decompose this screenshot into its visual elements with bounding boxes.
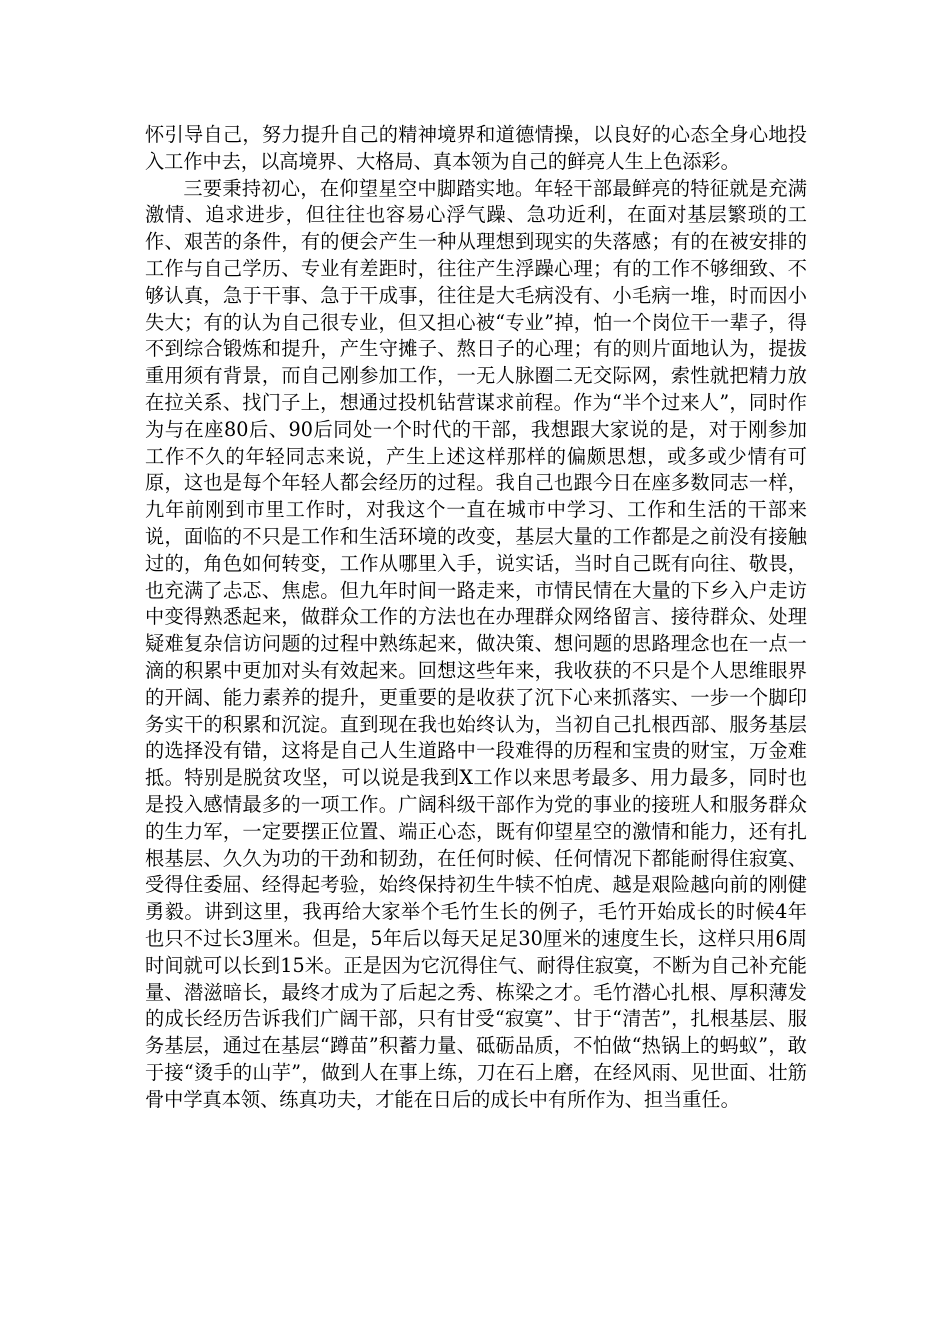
paragraph-three-requirements: 三要秉持初心，在仰望星空中脚踏实地。年轻干部最鲜亮的特征就是充满激情、追求进步，但往往也容易心浮气躁、急功近利，在面对基层繁琐的工作、艰苦的条件，有的便会产生一种从理想到现实的失落感；有的在被安排的工作与自己学历、专业有差距时，往往产生浮躁心理；有的工作不够细致、不够认真，急于干事、急于干成事，往往是大毛病没有、小毛病一堆，时而因小失大；有的认为自己很专业，但又担心被“专业”掉，怕一个岗位干一辈子，得不到综合锻炼和提升，产生守摊子、熬日子的心理；有的则片面地认为，提拔重用须有背景，而自己刚参加工作，一无人脉圈二无交际网，索性就把精力放在拉关系、找门子上，想通过投机钻营谋求前程。作为“半个过来人”，同时作为与在座80后、90后同处一个时代的干部，我想跟大家说的是，对于刚参加工作不久的年轻同志来说，产生上述这样那样的偏颇思想，或多或少情有可原，这也是每个年轻人都会经历的过程。我自己也跟今日在座多数同志一样，九年前刚到市里工作时，对我这个一直在城市中学习、工作和生活的干部来说，面临的不只是工作和生活环境的改变，基层大量的工作都是之前没有接触过的，角色如何转变，工作从哪里入手，说实话，当时自己既有向往、敬畏，也充满了忐忑、焦虑。但九年时间一路走来，市情民情在大量的下乡入户走访中变得熟悉起来，做群众工作的方法也在办理群众网络留言、接待群众、处理疑难复杂信访问题的过程中熟练起来，做决策、想问题的思路理念也在一点一滴的积累中更加对头有效起来。回想这些年来，我收获的不只是个人思维眼界的开阔、能力素养的提升，更重要的是收获了沉下心来抓落实、一步一个脚印务实干的积累和沉淀。直到现在我也始终认为，当初自己扎根西部、服务基层的选择没有错，这将是自己人生道路中一段难得的历程和宝贵的财宝，万金难抵。特别是脱贫攻坚，可以说是我到X工作以来思考最多、用力最多，同时也是投入感情最多的一项工作。广阔科级干部作为党的事业的接班人和服务群众的生力军，一定要摆正位置、端正心态，既有仰望星空的激情和能力，还有扎根基层、久久为功的干劲和韧劲，在任何时候、任何情况下都能耐得住寂寞、受得住委屈、经得起考验，始终保持初生牛犊不怕虎、越是艰险越向前的刚健勇毅。讲到这里，我再给大家举个毛竹生长的例子，毛竹开始成长的时候4年也只不过长3厘米。但是，5年后以每天足足30厘米的速度生长，这样只用6周时间就可以长到15米。正是因为它沉得住气、耐得住寂寞，不断为自己补充能量、潜滋暗长，最终才成为了后起之秀、栋梁之才。毛竹潜心扎根、厚积薄发的成长经历告诉我们广阔干部，只有甘受“寂寞”、甘于“清苦”，扎根基层、服务基层，通过在基层“蹲苗”积蓄力量、砥砺品质，不怕做“热锅上的蚂蚁”，敢于接“烫手的山芋”，做到人在事上练，刀在石上磨，在经风雨、见世面、壮筋骨中学真本领、练真功夫，才能在日后的成长中有所作为、担当重任。 bbox=[145, 176, 807, 1111]
document-page bbox=[145, 122, 807, 1113]
paragraph-continuation: 怀引导自己，努力提升自己的精神境界和道德情操，以良好的心态全身心地投入工作中去，以高境界、大格局、真本领为自己的鲜亮人生上色添彩。 bbox=[145, 123, 807, 173]
